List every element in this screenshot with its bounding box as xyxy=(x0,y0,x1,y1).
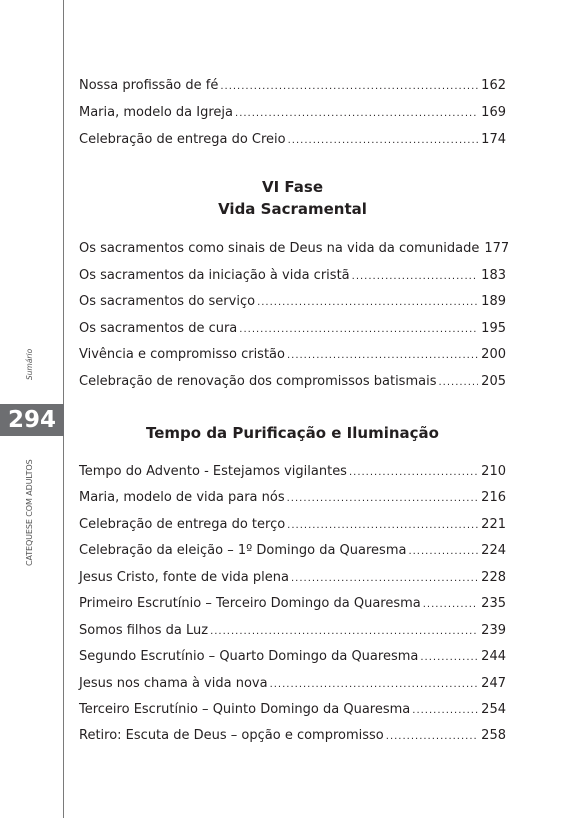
toc-entry[interactable] xyxy=(79,75,506,97)
toc-entry[interactable] xyxy=(79,344,506,366)
toc-entry-page: 174 xyxy=(481,132,506,147)
toc-entry[interactable] xyxy=(79,514,506,536)
toc-entry-page: 221 xyxy=(481,517,506,532)
toc-entry-page: 216 xyxy=(481,490,506,505)
toc-entry-page: 247 xyxy=(481,676,506,691)
toc-entry-title: Celebração de entrega do Creio xyxy=(79,132,286,147)
toc-dot-leader xyxy=(287,345,478,367)
toc-entry-page: 189 xyxy=(481,294,506,309)
section-heading-title: Vida Sacramental xyxy=(218,200,367,218)
toc-entry[interactable] xyxy=(79,265,506,287)
toc-dot-leader xyxy=(386,726,478,748)
toc-dot-leader xyxy=(291,568,478,590)
toc-dot-leader xyxy=(438,372,478,394)
toc-entry-title: Os sacramentos de cura xyxy=(79,321,238,336)
toc-entry-title: Vivência e compromisso cristão xyxy=(79,347,285,362)
toc-entry-page: 235 xyxy=(481,596,506,611)
toc-entry-title: Os sacramentos do serviço xyxy=(79,294,256,309)
toc-entry-page: 169 xyxy=(481,105,506,120)
toc-dot-leader xyxy=(412,700,478,722)
toc-entry-title: Celebração da eleição – 1º Domingo da Quaresma xyxy=(79,543,407,558)
toc-entry[interactable] xyxy=(79,699,506,721)
toc-entry[interactable] xyxy=(79,102,506,124)
toc-entry[interactable] xyxy=(79,371,506,393)
toc-entry-page: 239 xyxy=(481,623,506,638)
toc-entry-page: 210 xyxy=(481,464,506,479)
toc-dot-leader xyxy=(210,621,478,643)
toc-entry-page: 224 xyxy=(481,543,506,558)
toc-entry-title: Celebração de entrega do terço xyxy=(79,517,286,532)
toc-entry-title: Primeiro Escrutínio – Terceiro Domingo da Quaresma xyxy=(79,596,421,611)
toc-entry-page: 244 xyxy=(481,649,506,664)
section-heading-phase: VI Fase xyxy=(261,178,323,196)
toc-entry[interactable] xyxy=(79,725,506,747)
toc-entry-page: 162 xyxy=(481,78,506,93)
toc-entry-title: Jesus Cristo, fonte de vida plena xyxy=(79,570,289,585)
toc-entry-title: Retiro: Escuta de Deus – opção e compromisso xyxy=(79,728,384,743)
page-number-box xyxy=(0,404,64,436)
toc-entry-page: 254 xyxy=(481,702,506,717)
toc-entry-title: Tempo do Advento - Estejamos vigilantes xyxy=(79,464,347,479)
toc-entry-page: 195 xyxy=(481,321,506,336)
toc-dot-leader xyxy=(239,319,478,341)
toc-entry-page: 205 xyxy=(481,374,506,389)
toc-entry-title: Maria, modelo da Igreja xyxy=(79,105,234,120)
toc-dot-leader xyxy=(287,488,479,510)
toc-entry[interactable] xyxy=(79,646,506,668)
toc-entry-title: Jesus nos chama à vida nova xyxy=(79,676,268,691)
toc-entry-title: Nossa profissão de fé xyxy=(79,78,219,93)
section-heading-title: Tempo da Purificação e Iluminação xyxy=(146,424,439,442)
toc-dot-leader xyxy=(235,103,478,125)
toc-entry[interactable] xyxy=(79,291,506,313)
section-running-label: Sumário xyxy=(25,348,34,380)
toc-dot-leader xyxy=(420,647,478,669)
toc-entry[interactable] xyxy=(79,673,506,695)
toc-dot-leader xyxy=(270,674,479,696)
toc-entry-title: Os sacramentos como sinais de Deus na vida da comunidade xyxy=(79,241,480,256)
page-number: 294 xyxy=(7,407,56,433)
toc-entry-page: 177 xyxy=(484,241,510,256)
book-title-running-label: CATEQUESE COM ADULTOS xyxy=(25,459,34,566)
toc-entry[interactable] xyxy=(79,318,506,340)
toc-entry-title: Os sacramentos da iniciação à vida cristã xyxy=(79,268,350,283)
toc-dot-leader xyxy=(423,594,478,616)
toc-entry[interactable] xyxy=(79,620,506,642)
toc-entry-title: Somos filhos da Luz xyxy=(79,623,209,638)
toc-entry-page: 258 xyxy=(481,728,506,743)
toc-dot-leader xyxy=(220,76,478,98)
toc-dot-leader xyxy=(287,515,478,537)
toc-entry-title: Terceiro Escrutínio – Quinto Domingo da Quaresma xyxy=(79,702,411,717)
toc-dot-leader xyxy=(352,266,479,288)
toc-entry[interactable] xyxy=(79,593,506,615)
toc-entry-title: Maria, modelo de vida para nós xyxy=(79,490,285,505)
toc-entry[interactable] xyxy=(79,129,506,151)
toc-entry-page: 228 xyxy=(481,570,506,585)
toc-entry[interactable] xyxy=(79,567,506,589)
toc-entry[interactable] xyxy=(79,461,506,483)
toc-entry-page: 200 xyxy=(481,347,506,362)
toc-dot-leader xyxy=(288,130,479,152)
toc-entry[interactable] xyxy=(79,540,506,562)
toc-entry-title: Celebração de renovação dos compromissos batismais xyxy=(79,374,437,389)
toc-entry[interactable] xyxy=(79,487,506,509)
toc-entry-title: Segundo Escrutínio – Quarto Domingo da Quaresma xyxy=(79,649,419,664)
toc-dot-leader xyxy=(257,292,478,314)
toc-entry-page: 183 xyxy=(481,268,506,283)
toc-dot-leader xyxy=(408,541,478,563)
toc-dot-leader xyxy=(349,462,478,484)
toc-entry[interactable] xyxy=(79,238,510,260)
